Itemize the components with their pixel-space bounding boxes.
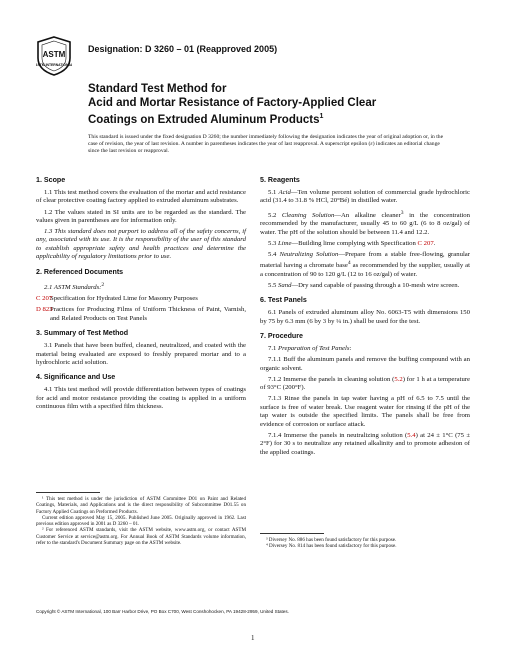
copyright-line: Copyright © ASTM International, 100 Barr Harbor Drive, PO Box C700, West Conshohocken, PA 19428-2959, United States. bbox=[36, 609, 289, 614]
paragraph: 1.3 This standard does not purport to address all of the safety concerns, if any, associated with its use. It is the responsibility of the user of this standard to establish appropriate safety and health practices and determine the applicability of regulatory limitations prior to use. bbox=[36, 228, 246, 261]
section-procedure bbox=[260, 332, 470, 457]
paragraph: 4.1 This test method will provide differentiation between types of coatings for acid and motor resistance providing the coating is applied in a uniform continuous film with a specified film thickness. bbox=[36, 386, 246, 411]
section-heading: 1. Scope bbox=[36, 176, 66, 184]
section-reagents bbox=[260, 176, 470, 290]
logo-text: ASTM INTERNATIONAL bbox=[36, 63, 72, 67]
footnote-2: ² For referenced ASTM standards, visit the ASTM website, www.astm.org, or contact ASTM Customer Service at service@astm.org. For Annual Book of ASTM Standards volume information, refer to the standard's Document Summary page on the ASTM website. bbox=[36, 527, 246, 547]
svg-text:ASTM: ASTM bbox=[42, 50, 66, 59]
paragraph: 7.1.4 Immerse the panels in neutralizing solution (5.4) at 24 ± 1°C (75 ± 2°F) for 30 s to neutralize any retained alkalinity and to promote adhesion of the applied coatings. bbox=[260, 431, 470, 456]
paragraph: 1.2 The values stated in SI units are to be regarded as the standard. The values given in parentheses are for information only. bbox=[36, 208, 246, 224]
section-summary bbox=[36, 329, 246, 367]
right-column bbox=[260, 176, 470, 463]
footnote-3: ³ Diversey No. 886 has been found satisfactory for this purpose. bbox=[266, 537, 397, 543]
section-heading: 6. Test Panels bbox=[260, 296, 307, 305]
title-line-2: Acid and Mortar Resistance of Factory-Applied Clear bbox=[88, 97, 377, 109]
paragraph: 3.1 Panels that have been buffed, cleaned, neutralized, and coated with the material being evaluated are exposed to freshly prepared mortar and to a hydrochloric acid solution. bbox=[36, 342, 246, 366]
section-significance bbox=[36, 373, 246, 411]
paragraph: 5.3 Lime—Building lime complying with Specification C 207. bbox=[268, 239, 436, 247]
standard-notice: This standard is issued under the fixed designation D 3260; the number immediately following the designation indicates the year of original adoption or, in the case of revision, the year of last revision. A number in parentheses indicates the year of last reapproval. A superscript epsilon (ε) indicates an editorial change since the last revision or reapproval. bbox=[88, 134, 444, 155]
paragraph: 5.4 Neutralizing Solution—Prepare from a stable free-flowing, granular material having a chromate base$^4$ as recommended by the supplier, usually at a concentration of 90 to 120 g/L (12 to 16 oz/gal) of water. bbox=[260, 250, 470, 278]
title-line-3: Coatings on Extruded Aluminum Products$^1$ bbox=[88, 113, 324, 126]
link-5-2[interactable]: 5.2 bbox=[394, 375, 403, 383]
section-heading: 4. Significance and Use bbox=[36, 373, 116, 382]
link-c207[interactable]: C 207 bbox=[417, 239, 434, 247]
paragraph: 2.1 ASTM Standards:$^2$ bbox=[44, 281, 105, 292]
designation: Designation: D 3260 – 01 (Reapproved 2005) bbox=[88, 44, 278, 54]
paragraph: 5.5 Sand—Dry sand capable of passing through a 10-mesh wire screen. bbox=[268, 281, 460, 289]
title-footnote-ref: 1 bbox=[319, 113, 324, 120]
section-referenced-documents bbox=[36, 268, 246, 323]
section-heading: 3. Summary of Test Method bbox=[36, 329, 129, 338]
paragraph: 5.1 Acid—Ten volume percent solution of commercial grade hydrochloric acid (31.4 to 31.8 % HCl, 20°Bé) in distilled water. bbox=[260, 189, 471, 205]
footnotes-left bbox=[36, 496, 246, 546]
section-heading: 2. Referenced Documents bbox=[36, 267, 124, 276]
reference-link-d823[interactable]: D 823 bbox=[36, 306, 53, 314]
left-column bbox=[36, 176, 246, 418]
paragraph: 7.1.3 Rinse the panels in tap water having a pH of 6.5 to 7.5 until the surface is free of water break. Use reagent water for rinsing if the pH of the tap water is outside the specified limits. The panels shall be free from evidence of corrosion or surface attack. bbox=[260, 395, 470, 428]
page-number: 1 bbox=[251, 634, 255, 642]
reference-link-c207[interactable]: C 207 bbox=[36, 295, 53, 303]
paragraph: 6.1 Panels of extruded aluminum alloy No. 6063-T5 with dimensions 150 by 75 by 6.3 mm (6 by 3 by ¼ in.) shall be used for the test. bbox=[260, 309, 470, 325]
footnote-1-edition: Current edition approved May 15, 2005. Published June 2005. Originally approved in 1962. Last previous edition approved in 2001 as D 3260 – 01. bbox=[36, 514, 246, 528]
paragraph: 1.1 This test method covers the evaluation of the mortar and acid resistance of clear protective coating factory applied to extruded aluminum substrates. bbox=[36, 189, 246, 205]
astm-logo bbox=[36, 36, 72, 76]
section-test-panels bbox=[260, 296, 470, 326]
paragraph: 5.2 Cleaning Solution—An alkaline cleaner$^3$ in the concentration recommended by the manufacturer, usually 45 to 60 g/L (6 to 8 oz/gal) of water. The pH of the solution should be between 11.4 and 12.2. bbox=[260, 209, 470, 236]
reference-item: C 207 Specification for Hydrated Lime for Masonry Purposes bbox=[36, 295, 198, 303]
title-line-1: Standard Test Method for bbox=[88, 83, 227, 95]
paragraph: 7.1.2 Immerse the panels in cleaning solution (5.2) for 1 h at a temperature of 93°C (200°F). bbox=[260, 375, 470, 392]
section-heading: 7. Procedure bbox=[260, 332, 303, 341]
document-title bbox=[88, 82, 468, 127]
footnote-rule bbox=[36, 492, 100, 493]
footnote-4: ⁴ Diversey No. 814 has been found satisfactory for this purpose. bbox=[266, 543, 397, 550]
link-5-4[interactable]: 5.4 bbox=[407, 431, 416, 439]
paragraph: 7.1.1 Buff the aluminum panels and remove the buffing compound with an organic solvent. bbox=[260, 356, 470, 372]
footnote-1: ¹ This test method is under the jurisdiction of ASTM Committee D01 on Paint and Related Coatings, Materials, and Applications and is the direct responsibility of Subcommittee D01.55 on Factory Applied Coatings on Preformed Products. bbox=[36, 496, 246, 515]
section-scope bbox=[36, 176, 246, 262]
footnotes-right bbox=[260, 537, 470, 550]
paragraph: 7.1 Preparation of Test Panels: bbox=[268, 345, 352, 353]
section-heading: 5. Reagents bbox=[260, 176, 300, 184]
footnote-rule bbox=[260, 533, 324, 534]
reference-item: D 823 Practices for Producing Films of Uniform Thickness of Paint, Varnish, and Related Products on Test Panels bbox=[36, 306, 246, 322]
